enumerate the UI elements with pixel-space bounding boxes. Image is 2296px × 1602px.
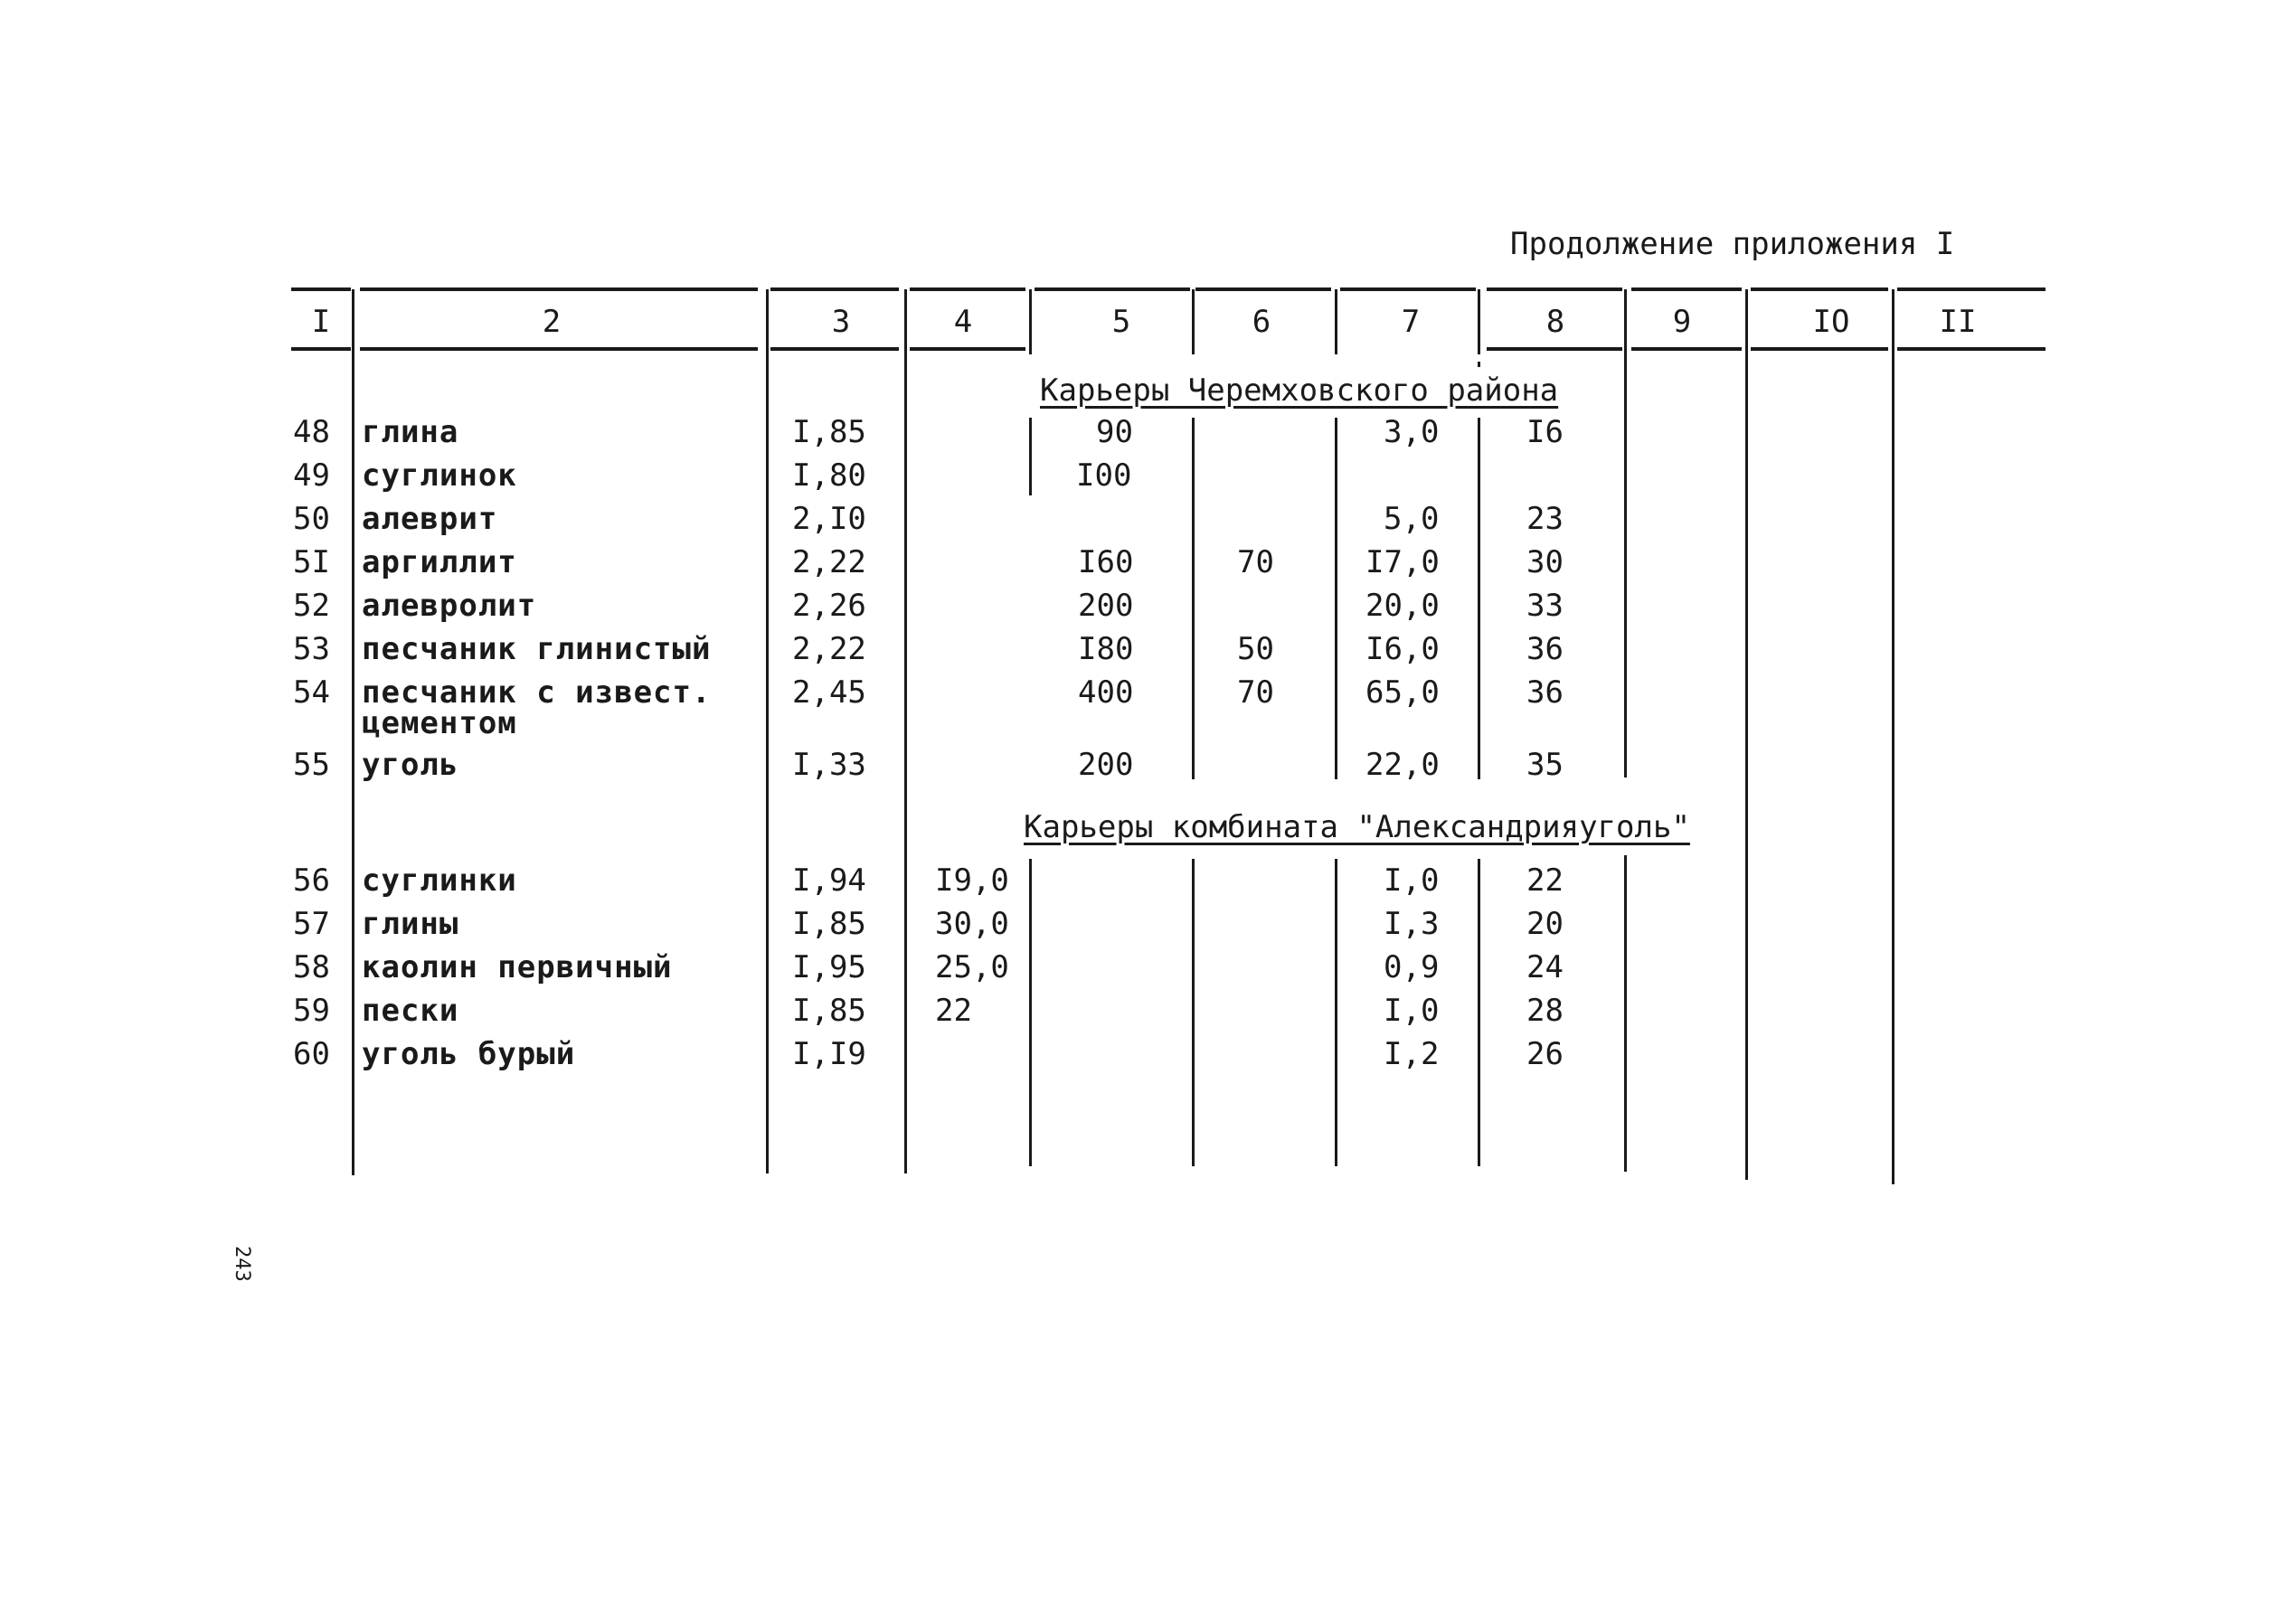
header-top-rule	[1035, 287, 1190, 291]
margin-page-number: 243	[231, 1246, 253, 1282]
cell-col4: 22	[935, 993, 972, 1029]
cell-col3: I,94	[792, 862, 866, 899]
header-bottom-rule	[910, 347, 1025, 351]
column-header: 3	[831, 304, 851, 340]
cell-col8: 36	[1526, 631, 1564, 667]
cell-col7: I,2	[1384, 1036, 1440, 1072]
row-number: 56	[293, 862, 330, 899]
header-top-rule	[1631, 287, 1742, 291]
material-name: глина	[362, 414, 459, 450]
column-divider	[1029, 859, 1032, 1166]
column-divider	[1335, 859, 1337, 1166]
column-divider	[1335, 418, 1337, 779]
cell-col8: I6	[1526, 414, 1564, 450]
cell-col8: 20	[1526, 906, 1564, 942]
cell-col5: I00	[1076, 457, 1132, 494]
row-number: 54	[293, 674, 330, 711]
cell-col4: I9,0	[935, 862, 1009, 899]
cell-col8: 35	[1526, 747, 1564, 783]
cell-col3: I,95	[792, 949, 866, 985]
page-title: Продолжение приложения I	[1510, 226, 1955, 262]
cell-col8: 30	[1526, 544, 1564, 580]
cell-col3: 2,22	[792, 631, 866, 667]
material-name: уголь	[362, 747, 459, 783]
material-name: песчаник глинистый	[362, 631, 712, 667]
column-divider	[1029, 418, 1032, 495]
header-top-rule	[1195, 287, 1331, 291]
column-divider	[904, 289, 907, 1173]
column-header: I	[311, 304, 331, 340]
cell-col5: 200	[1078, 588, 1134, 624]
row-number: 58	[293, 949, 330, 985]
column-divider	[1478, 859, 1480, 1166]
material-name: аргиллит	[362, 544, 517, 580]
cell-col8: 28	[1526, 993, 1564, 1029]
cell-col3: I,85	[792, 906, 866, 942]
column-divider	[1335, 289, 1337, 354]
cell-col6: 70	[1237, 674, 1274, 711]
header-top-rule	[770, 287, 899, 291]
cell-col7: I,0	[1384, 993, 1440, 1029]
row-number: 59	[293, 993, 330, 1029]
header-bottom-rule	[1487, 347, 1622, 351]
header-bottom-rule	[291, 347, 351, 351]
column-divider	[1192, 289, 1195, 354]
cell-col6: 70	[1237, 544, 1274, 580]
column-divider	[1029, 289, 1032, 354]
column-header: 7	[1401, 304, 1421, 340]
column-header: 8	[1545, 304, 1565, 340]
cell-col5: 400	[1078, 674, 1134, 711]
column-divider	[766, 289, 769, 1173]
cell-col7: I,0	[1384, 862, 1440, 899]
header-bottom-rule	[770, 347, 899, 351]
column-divider	[1192, 418, 1195, 779]
material-name-continued: цементом	[362, 705, 517, 741]
column-divider	[1892, 289, 1894, 1184]
column-divider	[1745, 289, 1748, 1180]
cell-col8: 33	[1526, 588, 1564, 624]
row-number: 60	[293, 1036, 330, 1072]
row-number: 57	[293, 906, 330, 942]
column-divider	[1478, 418, 1480, 779]
cell-col7: I,3	[1384, 906, 1440, 942]
cell-col7: 0,9	[1384, 949, 1440, 985]
cell-col3: I,85	[792, 993, 866, 1029]
column-divider	[1192, 859, 1195, 1166]
header-top-rule	[1751, 287, 1888, 291]
material-name: суглинки	[362, 862, 517, 899]
material-name: каолин первичный	[362, 949, 673, 985]
row-number: 55	[293, 747, 330, 783]
material-name: глины	[362, 906, 459, 942]
column-header: 9	[1672, 304, 1692, 340]
header-bottom-rule	[1751, 347, 1888, 351]
row-number: 49	[293, 457, 330, 494]
cell-col4: 30,0	[935, 906, 1009, 942]
cell-col5: I60	[1078, 544, 1134, 580]
cell-col7: 5,0	[1384, 501, 1440, 537]
column-divider	[1624, 289, 1627, 777]
header-bottom-rule	[1631, 347, 1742, 351]
material-name: алевролит	[362, 588, 537, 624]
column-header: 6	[1252, 304, 1271, 340]
cell-col5: 90	[1096, 414, 1133, 450]
column-divider	[1478, 362, 1480, 367]
cell-col3: 2,22	[792, 544, 866, 580]
material-name: алеврит	[362, 501, 498, 537]
row-number: 53	[293, 631, 330, 667]
material-name: песчаник с извест.	[362, 674, 712, 711]
cell-col7: I6,0	[1365, 631, 1440, 667]
section-heading: Карьеры Черемховского района	[1040, 372, 1559, 409]
header-top-rule	[1487, 287, 1622, 291]
header-top-rule	[291, 287, 351, 291]
header-bottom-rule	[1897, 347, 2046, 351]
cell-col8: 23	[1526, 501, 1564, 537]
column-divider	[1478, 289, 1480, 354]
material-name: суглинок	[362, 457, 517, 494]
row-number: 5I	[293, 544, 330, 580]
cell-col7: 22,0	[1365, 747, 1440, 783]
cell-col8: 26	[1526, 1036, 1564, 1072]
material-name: пески	[362, 993, 459, 1029]
row-number: 52	[293, 588, 330, 624]
column-divider	[352, 289, 354, 1175]
cell-col7: 65,0	[1365, 674, 1440, 711]
cell-col7: 3,0	[1384, 414, 1440, 450]
column-header: 2	[542, 304, 562, 340]
header-bottom-rule	[360, 347, 758, 351]
cell-col3: 2,45	[792, 674, 866, 711]
row-number: 50	[293, 501, 330, 537]
cell-col5: 200	[1078, 747, 1134, 783]
header-top-rule	[360, 287, 758, 291]
section-heading: Карьеры комбината "Александрияуголь"	[1024, 809, 1690, 845]
cell-col8: 22	[1526, 862, 1564, 899]
cell-col8: 24	[1526, 949, 1564, 985]
column-header: 5	[1111, 304, 1131, 340]
column-header: 4	[953, 304, 973, 340]
cell-col3: I,80	[792, 457, 866, 494]
header-top-rule	[1897, 287, 2046, 291]
cell-col6: 50	[1237, 631, 1274, 667]
cell-col3: 2,26	[792, 588, 866, 624]
cell-col7: 20,0	[1365, 588, 1440, 624]
column-header: II	[1939, 304, 1977, 340]
cell-col7: I7,0	[1365, 544, 1440, 580]
column-divider	[1624, 855, 1627, 1172]
cell-col4: 25,0	[935, 949, 1009, 985]
row-number: 48	[293, 414, 330, 450]
cell-col3: I,I9	[792, 1036, 866, 1072]
cell-col8: 36	[1526, 674, 1564, 711]
material-name: уголь бурый	[362, 1036, 576, 1072]
column-header: IO	[1812, 304, 1850, 340]
cell-col3: I,33	[792, 747, 866, 783]
header-top-rule	[910, 287, 1025, 291]
header-top-rule	[1340, 287, 1476, 291]
cell-col3: I,85	[792, 414, 866, 450]
cell-col5: I80	[1078, 631, 1134, 667]
cell-col3: 2,I0	[792, 501, 866, 537]
